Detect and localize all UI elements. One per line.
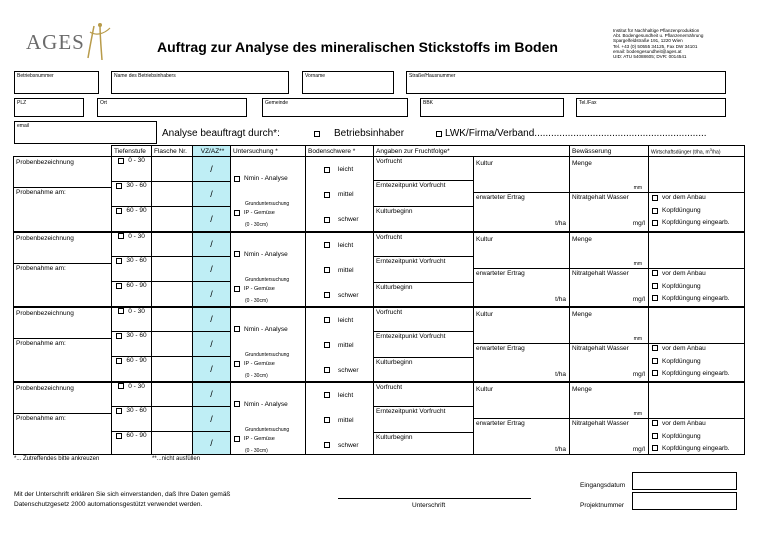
bewaesserung-cell[interactable]: Menge mm Nitratgehalt Wasser mg/l [570,307,649,382]
bodenschwere-cell: leicht mittel schwer [306,232,374,307]
eingangsdatum-label: Eingangsdatum [580,482,626,489]
vzaz-cell: / [193,207,231,232]
depth-checkbox[interactable] [116,208,122,214]
depth-cell[interactable]: 0 - 30 [112,232,152,257]
betriebsinhaber-label: Betriebsinhaber [334,128,405,139]
vzaz-cell: / [193,232,231,257]
untersuchung-cell: Nmin - Analyse Grunduntersuchung IP - Gemüse (0 - 30cm) [231,157,306,232]
col-tiefenstufe: Tiefenstufe [112,146,152,157]
betriebsinhaber-checkbox[interactable] [314,131,320,137]
vor-anbau-checkbox[interactable] [652,270,658,276]
col-fruchtfolge: Angaben zur Fruchtfolge* [374,146,570,157]
kultur-cell[interactable]: Kultur erwarteter Ertrag t/ha [474,307,570,382]
email-field[interactable]: email [14,121,157,144]
vorname-field[interactable]: Vorname [302,71,394,94]
col-bewaesserung: Bewässerung [570,146,649,157]
kopf-checkbox[interactable] [652,433,658,439]
sample-row [14,382,745,407]
kultur-cell[interactable]: Kultur erwarteter Ertrag t/ha [474,382,570,455]
vorfrucht-cell[interactable]: Vorfrucht Erntezeitpunkt Vorfrucht Kulturbeginn [374,382,474,455]
nmin-checkbox[interactable] [234,176,240,182]
kultur-cell[interactable]: Kultur erwarteter Ertrag t/ha [474,157,570,232]
vor-anbau-checkbox[interactable] [652,345,658,351]
mittel-checkbox[interactable] [324,267,330,273]
leicht-checkbox[interactable] [324,242,330,248]
schwer-checkbox[interactable] [324,442,330,448]
projektnummer-label: Projektnummer [580,502,625,509]
betriebsnummer-field[interactable]: Betriebsnummer [14,71,99,94]
depth-cell[interactable]: 60 - 90 [112,432,152,455]
kopf-checkbox[interactable] [652,208,658,214]
institute-line: Institut für Nachhaltige Pflanzenproduktion [613,28,700,33]
depth-cell[interactable]: 60 - 90 [112,282,152,307]
vorfrucht-cell[interactable]: Vorfrucht Erntezeitpunkt Vorfrucht Kulturbeginn [374,232,474,307]
bewaesserung-cell[interactable]: Menge mm Nitratgehalt Wasser mg/l [570,232,649,307]
logo [26,30,85,55]
page-title: Auftrag zur Analyse des mineralischen Stickstoffs im Boden [157,39,558,55]
kopf-eing-checkbox[interactable] [652,220,658,226]
vor-anbau-checkbox[interactable] [652,420,658,426]
sample-table [13,145,745,455]
ip-checkbox[interactable] [234,210,240,216]
proben-cell[interactable] [14,307,112,382]
depth-checkbox[interactable] [116,433,122,439]
flasche-cell[interactable] [152,182,193,207]
bewaesserung-cell[interactable]: Menge mm Nitratgehalt Wasser mg/l [570,382,649,455]
depth-checkbox[interactable] [116,333,122,339]
depth-cell[interactable]: 0 - 30 [112,307,152,332]
col-vzaz: VZ/AZ** [193,146,231,157]
mittel-checkbox[interactable] [324,342,330,348]
kopf-eing-checkbox[interactable] [652,445,658,451]
bodenschwere-cell: leicht mittel schwer [306,382,374,455]
ip-checkbox[interactable] [234,361,240,367]
kopf-checkbox[interactable] [652,283,658,289]
depth-checkbox[interactable] [116,183,122,189]
vzaz-cell: / [193,332,231,357]
mittel-checkbox[interactable] [324,192,330,198]
vzaz-cell: / [193,257,231,282]
logo-text: AGES [26,30,85,54]
schwer-checkbox[interactable] [324,217,330,223]
depth-cell[interactable]: 30 - 60 [112,407,152,432]
depth-checkbox[interactable] [118,308,124,314]
flasche-cell[interactable] [152,157,193,182]
gemeinde-field[interactable]: Gemeinde [262,98,408,117]
flasche-cell[interactable] [152,232,193,257]
flasche-cell[interactable] [152,357,193,382]
bodenschwere-cell: leicht mittel schwer [306,307,374,382]
institute-line: Spargelfeldstraße 191, 1220 Wien [613,38,683,44]
probenbezeichnung-label: Probenbezeichnung [16,384,74,392]
duenger-cell: vor dem Anbau Kopfdüngung Kopfdüngung eingearb. [649,382,745,455]
flasche-cell[interactable] [152,207,193,232]
flasche-cell[interactable] [152,407,193,432]
vzaz-cell: / [193,182,231,207]
vzaz-cell: / [193,432,231,455]
consent-line2: Datenschutzgesetz 2000 automationsgestützt verwendet werden. [14,501,203,508]
kopf-eing-checkbox[interactable] [652,295,658,301]
schwer-checkbox[interactable] [324,367,330,373]
sample-row [14,157,745,182]
depth-cell[interactable]: 60 - 90 [112,207,152,232]
flasche-cell[interactable] [152,307,193,332]
flasche-cell[interactable] [152,257,193,282]
institute-address [613,28,703,59]
depth-checkbox[interactable] [116,358,122,364]
depth-cell[interactable]: 0 - 30 [112,157,152,182]
col-bodenschwere: Bodenschwere * [306,146,374,157]
probenahme-label: Probenahme am: [16,339,66,347]
vzaz-cell: / [193,382,231,407]
bodenschwere-cell: leicht mittel schwer [306,157,374,232]
name-field[interactable]: Name des Betriebsinhabers [111,71,289,94]
nmin-checkbox[interactable] [234,401,240,407]
leicht-checkbox[interactable] [324,167,330,173]
vzaz-cell: / [193,407,231,432]
proben-cell[interactable] [14,157,112,232]
institute-line: Abt. Bodengesundheit u. Pflanzenernährung [613,33,704,39]
kopf-checkbox[interactable] [652,358,658,364]
probenbezeichnung-label: Probenbezeichnung [16,159,74,166]
depth-checkbox[interactable] [118,158,124,164]
bbk-field[interactable]: BBK [420,98,564,117]
probenbezeichnung-label: Probenbezeichnung [16,234,74,242]
note-nicht-ausfuellen: **...nicht ausfüllen [152,456,201,462]
duenger-cell: vor dem Anbau Kopfdüngung Kopfdüngung eingearb. [649,307,745,382]
depth-checkbox[interactable] [116,258,122,264]
leicht-checkbox[interactable] [324,317,330,323]
depth-checkbox[interactable] [116,408,122,414]
depth-cell[interactable]: 60 - 90 [112,357,152,382]
nmin-checkbox[interactable] [234,326,240,332]
vor-anbau-checkbox[interactable] [652,195,658,201]
institute-line: Tel. +43 (0) 50555 34125, Fax DW 34101 [613,43,698,49]
telfax-field[interactable]: Tel./Fax [576,98,726,117]
col-untersuchung: Untersuchung * [231,146,306,157]
analyse-label: Analyse beauftragt durch*: [162,128,280,139]
depth-checkbox[interactable] [118,383,124,389]
vzaz-cell: / [193,282,231,307]
sample-row [14,232,745,257]
duenger-cell: vor dem Anbau Kopfdüngung Kopfdüngung eingearb. [649,232,745,307]
ip-checkbox[interactable] [234,286,240,292]
depth-cell[interactable]: 30 - 60 [112,332,152,357]
flasche-cell[interactable] [152,332,193,357]
proben-cell[interactable] [14,382,112,455]
depth-cell[interactable]: 30 - 60 [112,182,152,207]
consent-line1: Mit der Unterschrift erklären Sie sich einverstanden, daß Ihre Daten gemäß [14,491,231,498]
depth-cell[interactable]: 30 - 60 [112,257,152,282]
ages-emblem [82,22,152,62]
projektnummer-field[interactable] [632,492,737,510]
strasse-field[interactable]: Straße/Hausnummer [406,71,726,94]
vzaz-cell: / [193,307,231,332]
plz-field[interactable]: PLZ [14,98,84,117]
eingangsdatum-field[interactable] [632,472,737,490]
flasche-cell[interactable] [152,282,193,307]
leicht-checkbox[interactable] [324,392,330,398]
probenahme-label: Probenahme am: [16,189,66,196]
untersuchung-cell: Nmin - Analyse Grunduntersuchung IP - Gemüse (0 - 30cm) [231,307,306,382]
table-header [14,146,745,157]
depth-cell[interactable]: 0 - 30 [112,382,152,407]
note-ankreuzen: *... Zutreffendes bitte ankreuzen [14,456,100,462]
vorfrucht-cell[interactable]: Vorfrucht Erntezeitpunkt Vorfrucht Kulturbeginn [374,157,474,232]
col-duenger: Wirtschaftsdünger (t/ha, $m^3/ha$) [649,146,745,157]
mittel-checkbox[interactable] [324,417,330,423]
probenbezeichnung-label: Probenbezeichnung [16,309,74,317]
kopf-eing-checkbox[interactable] [652,370,658,376]
signature-line[interactable] [338,498,531,499]
ip-checkbox[interactable] [234,436,240,442]
flasche-cell[interactable] [152,382,193,407]
schwer-checkbox[interactable] [324,292,330,298]
proben-cell[interactable] [14,232,112,307]
vorfrucht-cell[interactable]: Vorfrucht Erntezeitpunkt Vorfrucht Kulturbeginn [374,307,474,382]
flasche-cell[interactable] [152,432,193,455]
probenahme-label: Probenahme am: [16,264,66,272]
kultur-cell[interactable]: Kultur erwarteter Ertrag t/ha [474,232,570,307]
lwk-label: LWK/Firma/Verband.............................................................. [445,128,707,139]
ort-field[interactable]: Ort [97,98,247,117]
untersuchung-cell: Nmin - Analyse Grunduntersuchung IP - Gemüse (0 - 30cm) [231,232,306,307]
nmin-checkbox[interactable] [234,251,240,257]
institute-line: UID: ATU 54088605; DVR: 0014541 [613,54,687,60]
depth-checkbox[interactable] [116,283,122,289]
depth-checkbox[interactable] [118,233,124,239]
untersuchung-cell: Nmin - Analyse Grunduntersuchung IP - Gemüse (0 - 30cm) [231,382,306,455]
probenahme-label: Probenahme am: [16,414,66,422]
vzaz-cell: / [193,157,231,182]
institute-line: email: bodengesundheit@ages.at [613,48,682,54]
unterschrift-label: Unterschrift [412,502,446,509]
bewaesserung-cell[interactable]: Menge mm Nitratgehalt Wasser mg/l [570,157,649,232]
vzaz-cell: / [193,357,231,382]
lwk-checkbox[interactable] [436,131,442,137]
duenger-cell: vor dem Anbau Kopfdüngung Kopfdüngung eingearb. [649,157,745,232]
col-flasche: Flasche Nr. [152,146,193,157]
sample-row [14,307,745,332]
